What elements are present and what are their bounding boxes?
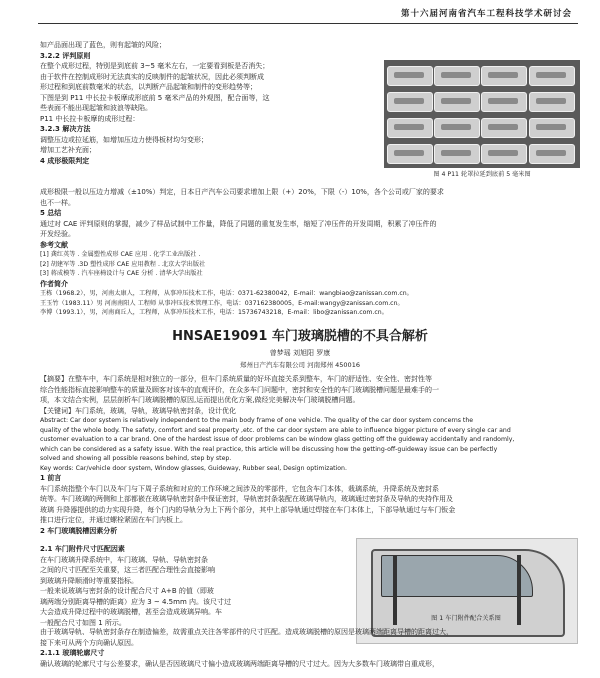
section-heading: 2.1.1 玻璃轮廓尺寸 — [40, 649, 105, 657]
section-2-1-left — [40, 544, 350, 628]
paragraph: 之间的尺寸匹配至关重要，这三者匹配合理性会直接影响 — [40, 566, 215, 574]
paragraph: 成形极限一般以压边力增减（±10%）判定，日本日产汽车公司要求增加上限（+）20%，下限（-）10%，各个公司或厂家的要求 — [40, 188, 444, 196]
reference-item: [3] 蒋成模等 . 汽车座椅设计与 CAE 分析 . 清华大学出版社 — [40, 270, 203, 277]
paragraph: 在车门玻璃升降系统中，车门玻璃、导轨、导轨密封条 — [40, 555, 208, 564]
paragraph: 由于软件在控制成形时无法真实的反映制件的起皱状况，因此必须判断成 — [40, 72, 264, 81]
section-heading: 3.2.3 解决方法 — [40, 125, 91, 133]
abstract-cn: 综合性能指标直接影响整车的质量及顾客对该车的直观评价，在众多车门问题中，密封和安全性的车门玻璃脱槽问题是最难手的一 — [40, 385, 439, 394]
paragraph: 下图是到 P11 中长拉卡板摩成形底前 5 毫米产品的外观图，配合面等，这 — [40, 93, 270, 102]
paragraph: 通过对 CAE 评判原则的掌握，减少了样品试制中工作量，降低了同题的重复发生率，缩短了冲压件的开发周期，积累了冲压件的 — [40, 219, 437, 228]
paragraph: 由于玻璃导轨、导轨密封条存在制造偏差，故需重点关注各零部件的尺寸匹配。造成玻璃脱槽的原因是玻璃两端距离导槽的距离过大， — [40, 628, 453, 636]
reference-item: [1] 龚红英等 . 金属塑性成形 CAE 应用 . 化学工业出版社 . — [40, 251, 201, 258]
paragraph: 确认玻璃的轮廓尺寸与公差要求，确认是否因玻璃尺寸偏小造成玻璃两端距离导槽的尺寸过大。因为大多数车门玻璃带自重成形， — [40, 659, 439, 668]
top-full-column — [40, 187, 580, 318]
paragraph: 开发经验。 — [40, 230, 75, 238]
article-authors: 曾梦瑶 刘旭阳 罗康 — [269, 349, 331, 357]
section-heading: 3.2.2 评判原则 — [40, 51, 91, 60]
abstract-cn: 【摘要】在整车中，车门系统是相对独立的一部分，但车门系统质量的好坏直接关系到整车，车门的舒适性、安全性、密封性等 — [40, 375, 432, 383]
paragraph: 如产品面出现了蓝色，则有起皱的风险； — [40, 41, 166, 49]
abstract-en: quality of the whole body. The safety, comfort and seal property ,etc. of the car door system are able to influence bigger picture of every single car and — [40, 426, 511, 434]
paragraph: 车门系统指整个车门以及车门与下周子系统和对应的工作环境之间涉及的零部件，它包含车门本体，栽璃系统，升降系统及密封系 — [40, 484, 439, 493]
author-bio: 李博（1993.1），男，河南商丘人，工程师，从事冲压技术工作，电话：15736743218，E-mail：libo@zanissan.com.cn。 — [40, 309, 388, 316]
paragraph: 推口进行定位，并通过螺栓紧固在车门内板上。 — [40, 516, 187, 524]
section-heading: 4 成形极限判定 — [40, 156, 90, 165]
author-bio: 王玉竹（1983.11）男 河南南阳人 工程师 从事冲压技术管理工作，电话：037162380005，E-mail:wangy@zanissan.com.cn。 — [40, 299, 404, 307]
abstract-en: customer evaluation to a car brand. One of the hardest issue of door problems can be window glass getting off the guideway accidentally and randomly, — [40, 436, 515, 443]
header-rule — [38, 23, 578, 24]
author-bio-heading: 作者简介 — [40, 279, 68, 288]
running-header — [0, 0, 600, 26]
abstract-en: solved and showing all possible reasons behind, step by step. — [40, 455, 232, 462]
paragraph: 璃两端分别距离导槽的距离）应为 3 ~ 4.5mm 内。该尺寸过 — [40, 597, 231, 606]
figure-4 — [384, 60, 580, 180]
section-heading: 2 车门玻璃脱槽因素分析 — [40, 526, 118, 535]
section-heading: 1 前言 — [40, 474, 62, 482]
keywords-en: Key words: Car/vehicle door system, Window glasses, Guideway, Rubber seal, Design optimization. — [40, 464, 347, 472]
abstract-en: which can be considered as a safety issue. With the real practice, this article will be discussing how the getting-off-guideway issue can be perfectly — [40, 445, 498, 453]
figure-4-image — [384, 60, 580, 168]
paragraph: 在整个成形过程，特别是到底前 3~5 毫米左右，一定要看到板是否消失； — [40, 62, 270, 70]
paragraph: 一般配合尺寸如图 1 所示。 — [40, 618, 126, 627]
conference-title: 第十六届河南省汽车工程科技学术研讨会 — [400, 9, 572, 19]
paragraph: 也不一样。 — [40, 198, 75, 207]
window-glass — [381, 555, 533, 597]
paragraph: 些表面不能出现起皱和波浪等缺陷。 — [40, 104, 152, 112]
paragraph: 一般来说玻璃与密封条的设计配合尺寸 A+B 的值（即玻 — [40, 587, 214, 595]
section-heading: 2.1 车门附件尺寸匹配因素 — [40, 545, 125, 553]
author-bio: 王栋（1968.2），男，河南太康人，工程师，从事冲压技术工作，电话：0371-62380042，E-mail：wangbiao@zanissan.com.cn。 — [40, 290, 413, 297]
section-2-1-bottom — [40, 627, 580, 669]
figure-1-caption: 图 1 车门附件配合关系图 — [431, 615, 501, 622]
references-heading: 参考文献 — [40, 240, 68, 249]
paragraph: 统等。车门玻璃的两侧和上部都嵌在玻璃导轨密封条中保证密封，导轨密封条装配在玻璃导轨内，玻璃通过密封条及导轨的夹持作用及 — [40, 495, 453, 503]
paragraph: P11 中长拉卡板摩的成形过程： — [40, 114, 140, 123]
paragraph: 增加工艺补充面； — [40, 146, 96, 154]
paragraph: 玻璃 升降器提供的动力实现升降，每个门内的导轨分为上下两个部分，其中上部导轨通过焊接在车门本体上，下部导轨通过与车门钣金 — [40, 505, 456, 514]
paragraph: 大会造成升降过程中的玻璃脱槽，甚至会造成玻璃异响。车 — [40, 608, 222, 616]
paragraph: 形过程和到底前数毫米的状态，以判断产品起皱和制件的变形趋势等； — [40, 83, 257, 91]
keywords-cn: 【关键词】车门系统，玻璃，导轨，玻璃导轨密封条，设计优化 — [40, 406, 236, 415]
paragraph: 到玻璃升降顺滑时等重要指标。 — [40, 576, 138, 585]
figure-4-caption: 图 4 P11 轮罩拉延到底前 5 毫米图 — [433, 171, 531, 178]
paragraph: 接下来可从两个方向确认原因。 — [40, 638, 138, 647]
abstract-cn: 项，本文结合实例，层层剖析车门玻璃脱槽的原因,运而提出优化方案,做经完美解决车门玻璃脱槽问题。 — [40, 396, 360, 404]
article-body — [40, 374, 580, 536]
section-heading: 5 总结 — [40, 209, 62, 217]
article-affiliation: 郑州日产汽车有限公司 河南郑州 450016 — [240, 361, 360, 369]
top-left-column — [40, 40, 380, 166]
abstract-en: Abstract: Car door system is relatively independent to the main body frame of one vehicle. The quality of the car door system concerns the — [40, 417, 474, 424]
reference-item: [2] 胡建军等 .3D 塑性成形 CAE 应用教程 . 北京大学出版社 — [40, 260, 206, 268]
article-title: HNSAE19091 车门玻璃脱槽的不具合解析 — [172, 329, 428, 344]
paragraph: 调整压边或拉延筋，如增加压边力使得板材均匀变形； — [40, 135, 208, 144]
